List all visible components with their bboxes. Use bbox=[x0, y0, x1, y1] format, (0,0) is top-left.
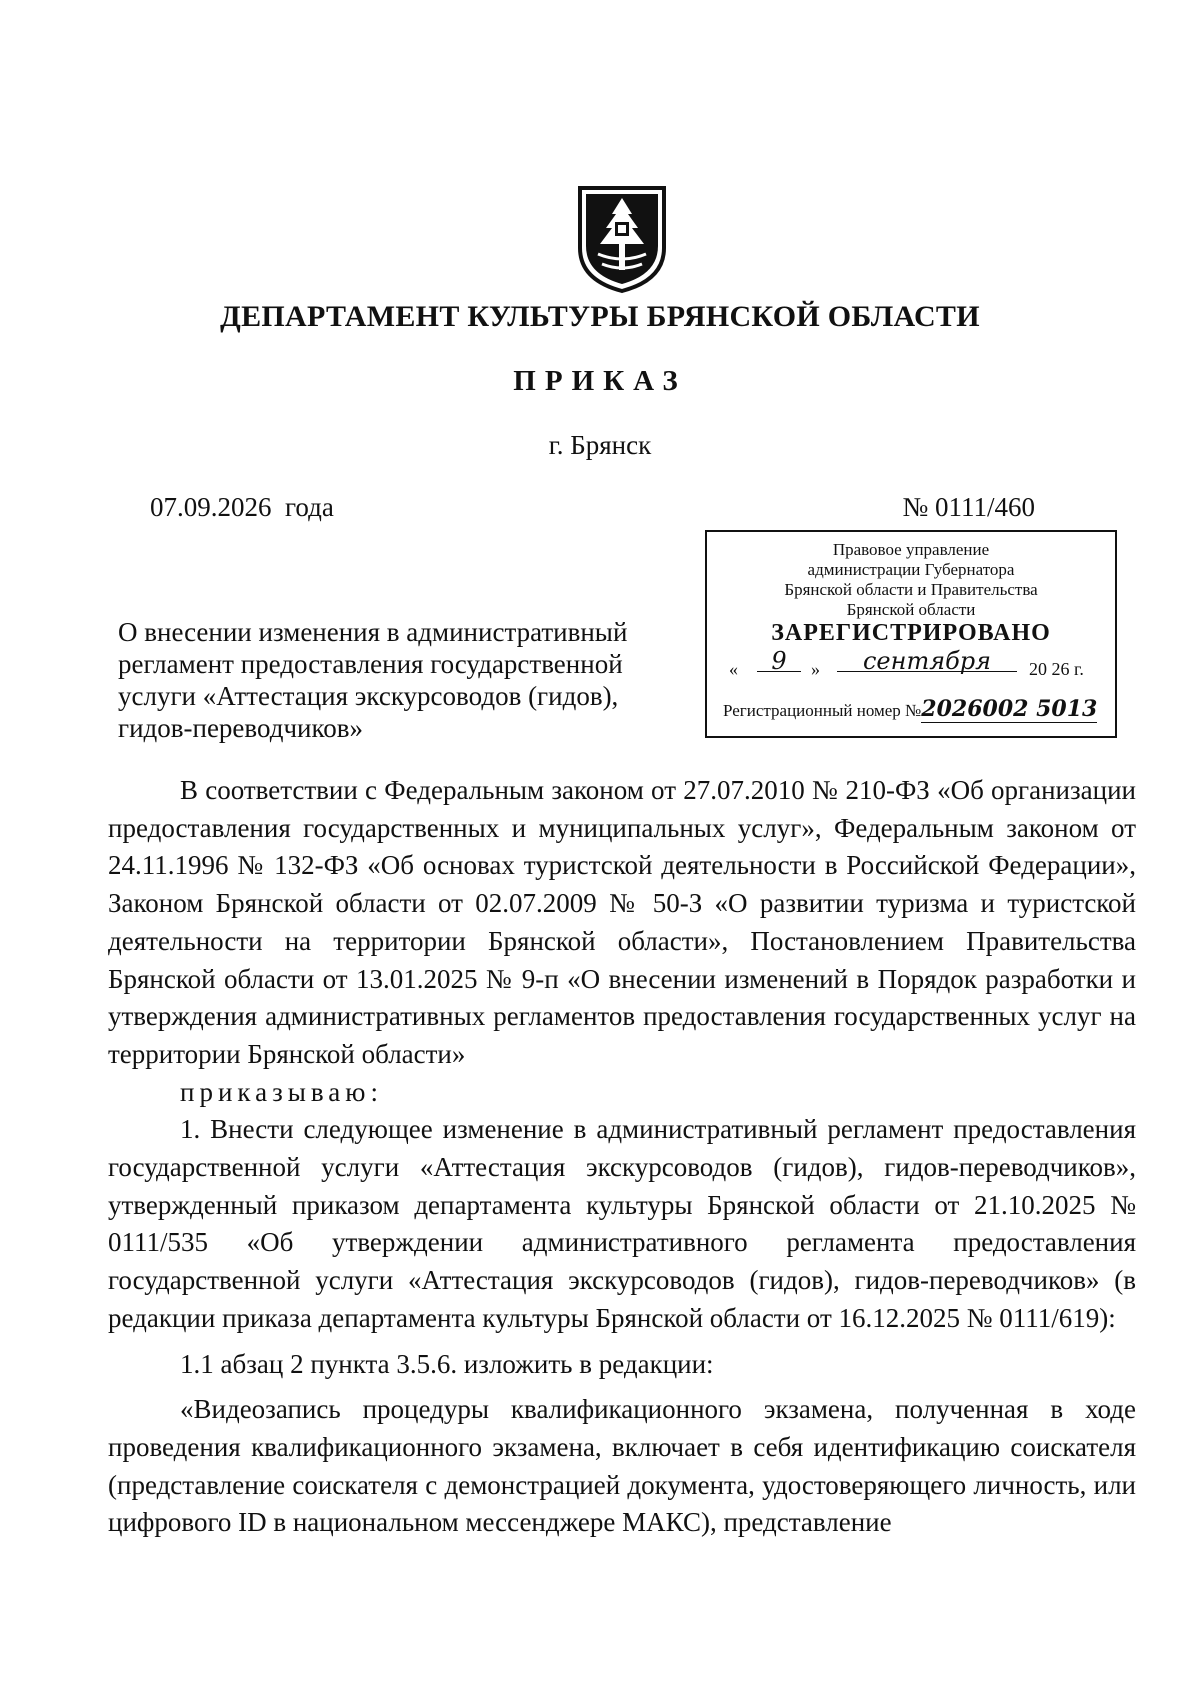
paragraph-preamble: В соответствии с Федеральным законом от 27.07.2010 № 210-ФЗ «Об организации предоставления государственных и муниципальных услуг», Федеральным законом от 24.11.1996 № 132-ФЗ «Об основах туристской деятельности в Российской Федерации», Законом Брянской области от 02.07.2009 № 50-З «О развитии туризма и туристской деятельности на территории Брянской области», Постановлением Правительства Брянской области от 13.01.2025 № 9-п «О внесении изменений в Порядок разработки и утверждения административных регламентов предоставления государственных услуг на территории Брянской области» bbox=[108, 775, 1136, 1069]
stamp-reg-label: Регистрационный номер № bbox=[723, 701, 922, 720]
paragraph-new-wording: «Видеозапись процедуры квалификационного экзамена, полученная в ходе проведения квалификационного экзамена, включает в себя идентификацию соискателя (представление соискателя с демонстрацией документа, удостоверяющего личность, или цифрового ID в национальном мессенджере МАКС), представление bbox=[108, 1394, 1136, 1538]
stamp-line-3: Брянской области и Правительства bbox=[784, 580, 1038, 599]
order-body bbox=[108, 772, 1136, 1542]
stamp-date bbox=[717, 647, 1105, 683]
paragraph-order-word: приказываю: bbox=[180, 1076, 383, 1107]
department-title: ДЕПАРТАМЕНТ КУЛЬТУРЫ БРЯНСКОЙ ОБЛАСТИ bbox=[220, 300, 980, 333]
stamp-quote-close: » bbox=[811, 659, 820, 679]
paragraph-item-1-1: 1.1 абзац 2 пункта 3.5.6. изложить в редакции: bbox=[180, 1348, 714, 1379]
document-date: 07.09.2026 года bbox=[150, 492, 334, 522]
stamp-line-4: Брянской области bbox=[846, 600, 976, 619]
city: г. Брянск bbox=[548, 430, 652, 460]
stamp-line-1: Правовое управление bbox=[832, 540, 990, 559]
stamp-year: 20 26 г. bbox=[1029, 659, 1084, 679]
document-number: № 0111/460 bbox=[902, 492, 1035, 522]
stamp-day: 9 bbox=[757, 651, 801, 672]
order-subject: О внесении изменения в административный регламент предоставления государственной услуги «Аттестация экскурсоводов (гидов), гидов-переводчиков» bbox=[118, 617, 628, 743]
stamp-line-2: администрации Губернатора bbox=[807, 560, 1015, 579]
stamp-registration-number bbox=[717, 696, 1105, 722]
document-type: ПРИКАЗ bbox=[513, 365, 687, 397]
stamp-registered: ЗАРЕГИСТРИРОВАНО bbox=[771, 620, 1051, 646]
stamp-reg-number: 2026002 5013 bbox=[921, 696, 1098, 722]
stamp-month: сентября bbox=[837, 651, 1017, 672]
paragraph-item-1: 1. Внести следующее изменение в административный регламент предоставления государственной услуги «Аттестация экскурсоводов (гидов), гидов-переводчиков», утвержденный приказом департамента культуры Брянской области от 21.10.2025 № 0111/535 «Об утверждении административного регламента предоставления государственной услуги «Аттестация экскурсоводов (гидов), гидов-переводчиков» (в редакции приказа департамента культуры Брянской области от 16.12.2025 № 0111/619): bbox=[108, 1114, 1136, 1333]
registration-stamp bbox=[705, 530, 1117, 738]
coat-of-arms-icon bbox=[574, 184, 670, 294]
stamp-quote-open: « bbox=[729, 659, 738, 679]
